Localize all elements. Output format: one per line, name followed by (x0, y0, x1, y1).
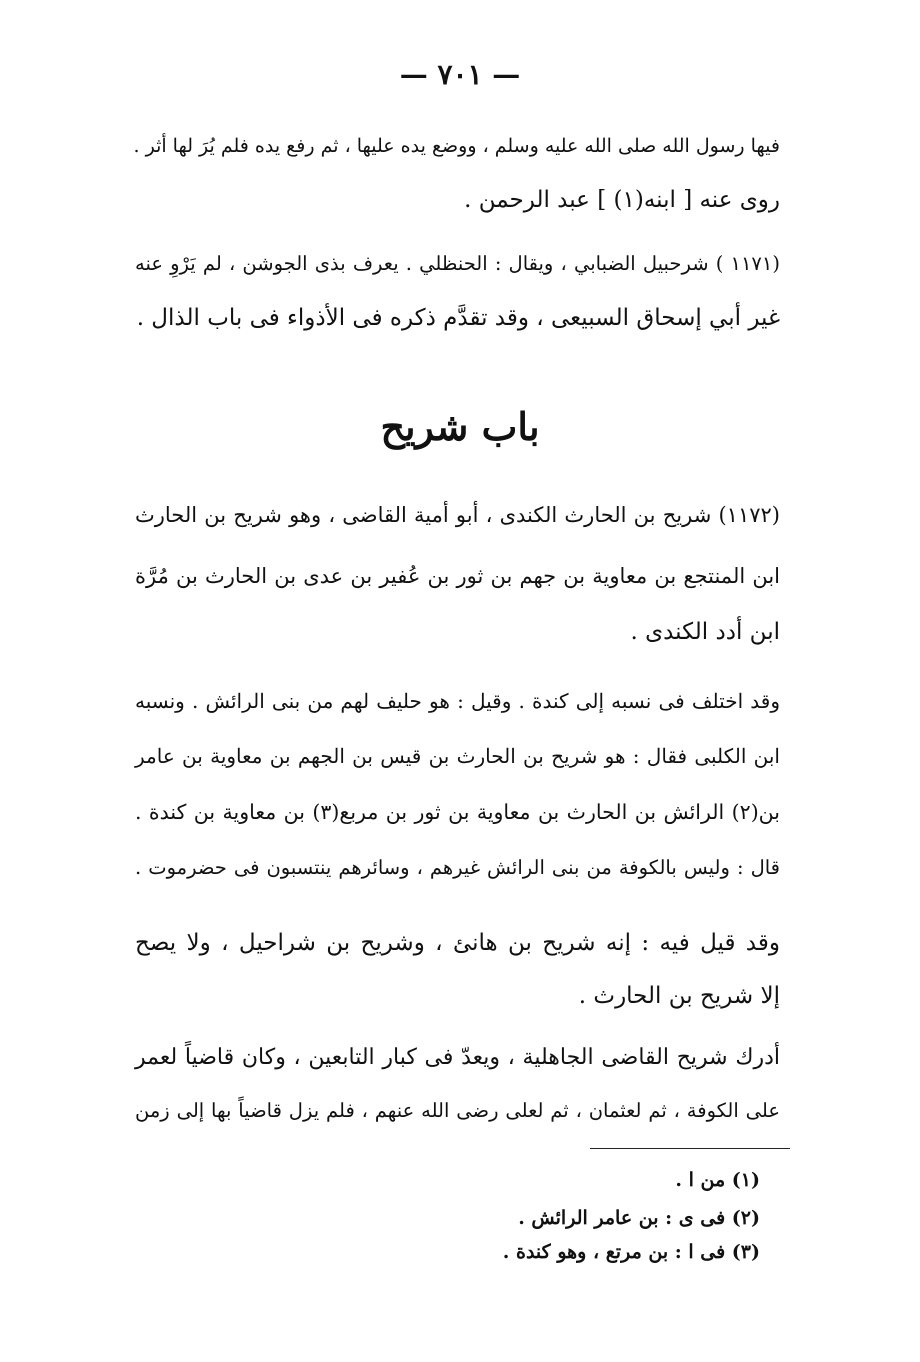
entry-1171-line: (١١٧١ ) شرحبيل الضبابي ، ويقال : الحنظلي . يعرف بذى الجوشن ، لم يَرْوِ عنه (135, 252, 780, 275)
text-line: على الكوفة ، ثم لعثمان ، ثم لعلى رضى الله عنهم ، فلم يزل قاضياً بها إلى زمن (135, 1099, 780, 1122)
footnote-3: (٣) فى ا : بن مرتع ، وهو كندة . (502, 1241, 760, 1263)
footnote-2: (٢) فى ى : بن عامر الرائش . (518, 1207, 760, 1229)
text-line: وقد اختلف فى نسبه إلى كندة . وقيل : هو حليف لهم من بنى الرائش . ونسبه (135, 689, 780, 713)
footnote-1: (١) من ا . (675, 1169, 760, 1191)
chapter-heading: باب شريح (380, 404, 540, 449)
page-number: — ٧٠١ — (399, 58, 521, 91)
footnote-divider (590, 1148, 790, 1149)
text-line: روى عنه [ ابنه(١) ] عبد الرحمن . (464, 187, 780, 213)
text-line: أدرك شريح القاضى الجاهلية ، ويعدّ فى كبار التابعين ، وكان قاضياً لعمر (135, 1045, 780, 1070)
text-line: إلا شريح بن الحارث . (578, 983, 780, 1009)
text-line: فيها رسول الله صلى الله عليه وسلم ، ووضع يده عليها ، ثم رفع يده فلم يُرَ لها أثر . (133, 135, 780, 157)
text-line: قال : وليس بالكوفة من بنى الرائش غيرهم ، وسائرهم ينتسبون فى حضرموت . (135, 856, 780, 879)
text-line: وقد قيل فيه : إنه شريح بن هانئ ، وشريح بن شراحيل ، ولا يصح (135, 930, 780, 956)
text-line: بن(٢) الرائش بن الحارث بن معاوية بن ثور بن مربع(٣) بن معاوية بن كندة . (135, 800, 780, 824)
entry-1172-line: (١١٧٢) شريح بن الحارث الكندى ، أبو أمية القاضى ، وهو شريح بن الحارث (135, 503, 780, 527)
text-line: ابن الكلبى فقال : هو شريح بن الحارث بن قيس بن الجهم بن معاوية بن عامر (135, 744, 780, 768)
text-line: غير أبي إسحاق السبيعى ، وقد تقدَّم ذكره فى الأذواء فى باب الذال . (136, 305, 780, 331)
text-line: ابن أدد الكندى . (630, 619, 780, 645)
text-line: ابن المنتجع بن معاوية بن جهم بن ثور بن عُفير بن عدى بن الحارث بن مُرَّة (135, 564, 780, 588)
